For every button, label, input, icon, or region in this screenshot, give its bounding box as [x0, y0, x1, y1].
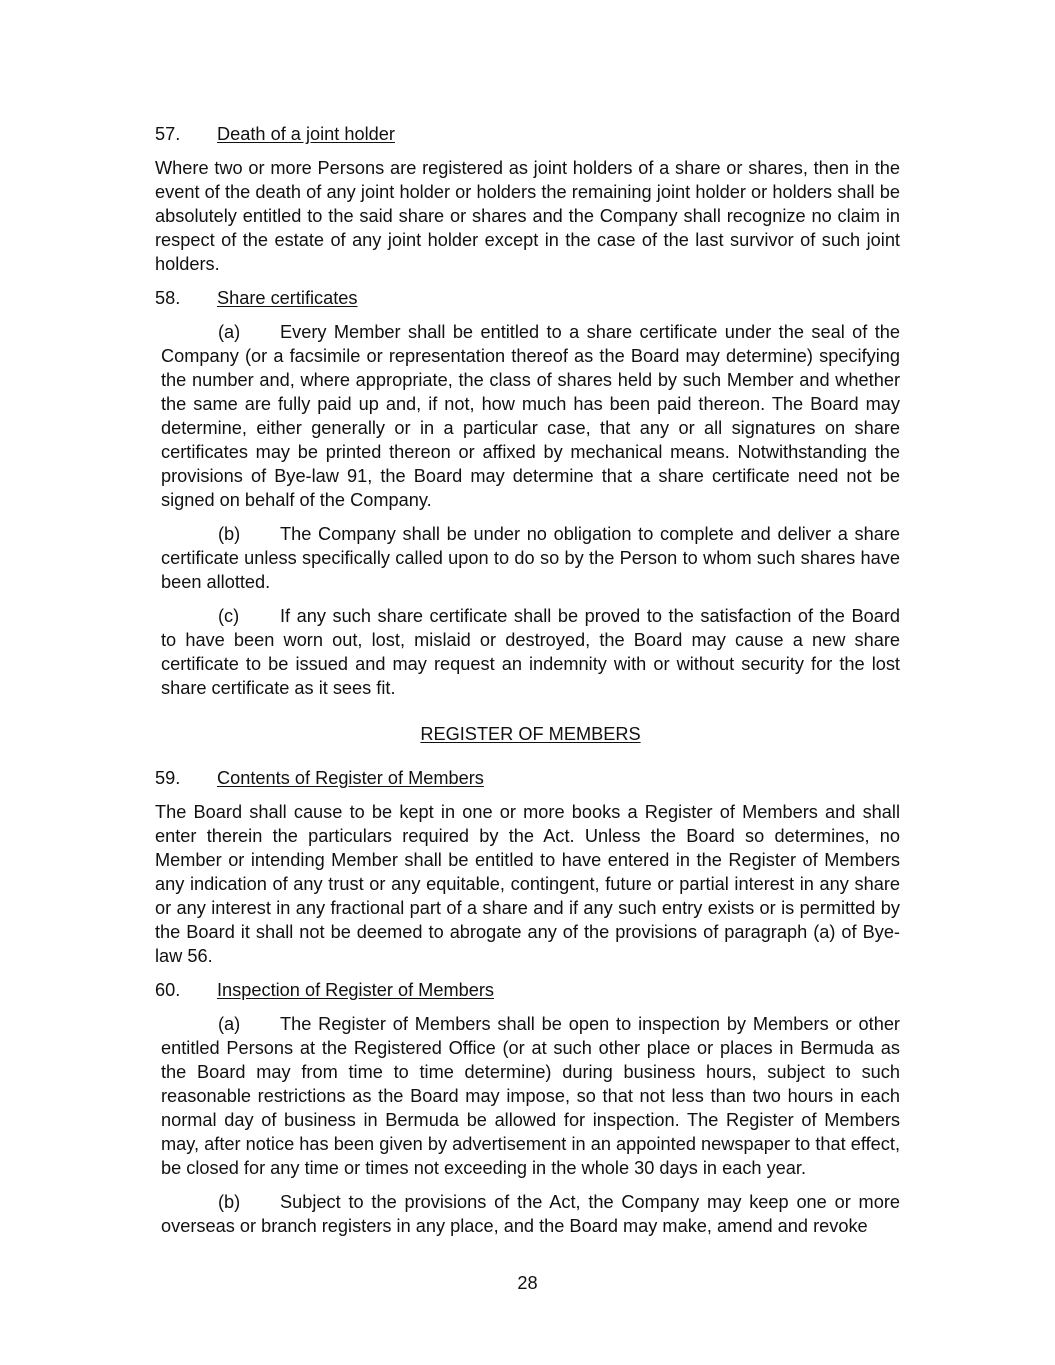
- page-number: 28: [517, 1273, 538, 1293]
- section-59-heading: [155, 766, 900, 790]
- clause-label: (b): [218, 524, 241, 544]
- section-58-a: [161, 320, 900, 512]
- section-58-heading: [155, 286, 900, 310]
- section-title: Inspection of Register of Members: [217, 980, 494, 1000]
- section-60-b: [161, 1190, 900, 1238]
- section-57-body: Where two or more Persons are registered as joint holders of a share or shares, then in the event of the death of any joint holder or holders the remaining joint holder or holders shall be absolutely entitled to the said share or shares and the Company shall recognize no claim in respect of the estate of any joint holder except in the case of the last survivor of such joint holders.: [155, 158, 900, 274]
- clause-label: (c): [218, 606, 240, 626]
- register-of-members-heading: REGISTER OF MEMBERS: [420, 724, 641, 744]
- section-60-a: [161, 1012, 900, 1180]
- section-number: 60.: [155, 980, 181, 1000]
- section-58-b: [161, 522, 900, 594]
- section-number: 58.: [155, 288, 181, 308]
- section-number: 57.: [155, 124, 181, 144]
- clause-label: (a): [218, 322, 241, 342]
- section-57-heading: [155, 122, 900, 146]
- clause-text: Subject to the provisions of the Act, the Company may keep one or more overseas or branch registers in any place, and the Board may make, amend and revoke: [161, 1192, 900, 1236]
- section-title: Share certificates: [217, 288, 358, 308]
- section-number: 59.: [155, 768, 181, 788]
- section-title: Death of a joint holder: [217, 124, 395, 144]
- section-59-body: The Board shall cause to be kept in one or more books a Register of Members and shall enter therein the particulars required by the Act. Unless the Board so determines, no Member or intending Member shall be entitled to have entered in the Register of Members any indication of any trust or any equitable, contingent, future or partial interest in any share or any interest in any fractional part of a share and if any such entry exists or is permitted by the Board it shall not be deemed to abrogate any of the provisions of paragraph (a) of Bye-law 56.: [155, 802, 900, 966]
- section-58-c: [161, 604, 900, 700]
- clause-text: If any such share certificate shall be proved to the satisfaction of the Board to have been worn out, lost, mislaid or destroyed, the Board may cause a new share certificate to be issued and may request an indemnity with or without security for the lost share certificate as it sees fit.: [161, 606, 900, 698]
- section-60-heading: [155, 978, 900, 1002]
- section-title: Contents of Register of Members: [217, 768, 484, 788]
- clause-label: (b): [218, 1192, 241, 1212]
- clause-text: The Register of Members shall be open to inspection by Members or other entitled Persons at the Registered Office (or at such other place or places in Bermuda as the Board may from time to time determine) during business hours, subject to such reasonable restrictions as the Board may impose, so that not less than two hours in each normal day of business in Bermuda be allowed for inspection. The Register of Members may, after notice has been given by advertisement in an appointed newspaper to that effect, be closed for any time or times not exceeding in the whole 30 days in each year.: [161, 1014, 900, 1178]
- clause-text: The Company shall be under no obligation to complete and deliver a share certificate unless specifically called upon to do so by the Person to whom such shares have been allotted.: [161, 524, 900, 592]
- clause-text: Every Member shall be entitled to a share certificate under the seal of the Company (or a facsimile or representation thereof as the Board may determine) specifying the number and, where appropriate, the class of shares held by such Member and whether the same are fully paid up and, if not, how much has been paid thereon. The Board may determine, either generally or in a particular case, that any or all signatures on share certificates may be printed thereon or affixed by mechanical means. Notwithstanding the provisions of Bye-law 91, the Board may determine that a share certificate need not be signed on behalf of the Company.: [161, 322, 900, 510]
- clause-label: (a): [218, 1014, 241, 1034]
- document-page: [155, 122, 900, 1248]
